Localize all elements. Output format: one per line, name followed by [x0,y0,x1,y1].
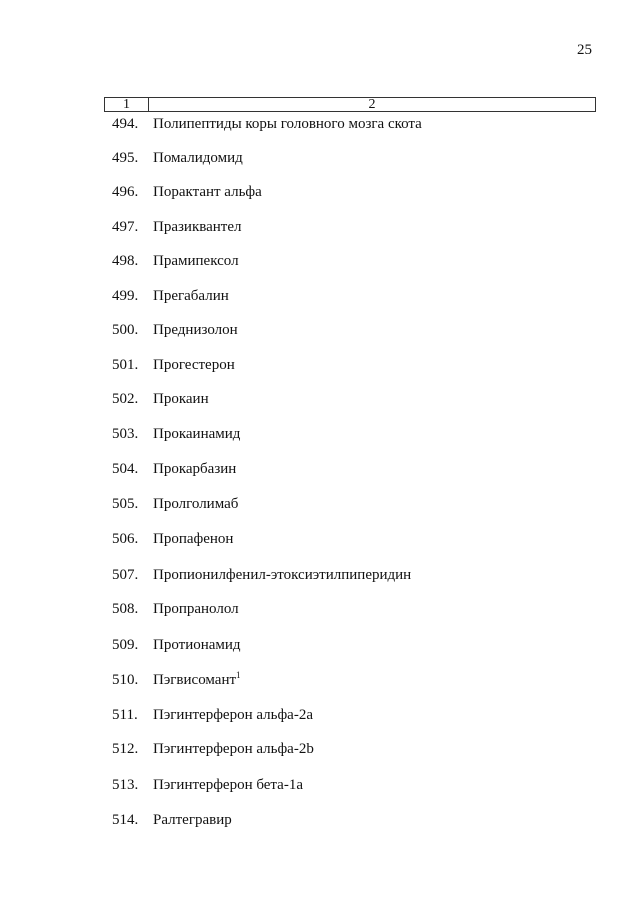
header-col-2: 2 [368,97,376,112]
item-number: 501. [112,357,139,373]
item-name [153,707,313,724]
item-number: 498. [112,253,139,269]
item-number: 499. [112,288,139,304]
item-name-text: Пэгинтерферон альфа-2b [153,741,314,757]
item-name-text: Прогестерон [153,357,235,373]
item-number: 511. [112,707,138,723]
item-name [153,288,229,305]
item-name [153,184,262,201]
item-number: 503. [112,426,139,442]
item-number: 510. [112,672,139,688]
item-name [153,391,209,408]
item-name [153,601,239,618]
item-number: 507. [112,567,139,583]
item-name-text: Пэгинтерферон альфа-2а [153,707,313,723]
item-number: 505. [112,496,139,512]
item-name [153,777,303,794]
item-name-text: Преднизолон [153,322,238,338]
item-name-text: Пропафенон [153,531,234,547]
item-name-text: Пролголимаб [153,496,239,512]
item-name [153,812,232,829]
table-header [104,97,596,112]
item-number: 497. [112,219,139,235]
footnote-marker: 1 [236,670,241,680]
item-number: 495. [112,150,139,166]
item-name [153,357,235,374]
item-name-text: Пропранолол [153,601,239,617]
item-number: 504. [112,461,139,477]
item-name [153,322,238,339]
item-number: 502. [112,391,139,407]
item-name-text: Прокарбазин [153,461,237,477]
item-name-text: Протионамид [153,637,241,653]
item-name-text: Ралтегравир [153,812,232,828]
header-col-1: 1 [105,98,149,111]
item-name [153,531,233,548]
page-number: 25 [577,42,592,58]
item-name-text: Помалидомид [153,150,243,166]
item-name [153,253,239,270]
item-name-text: Пропионилфенил-этоксиэтилпиперидин [153,567,412,583]
item-name [153,461,236,478]
item-number: 494. [112,116,139,132]
item-number: 496. [112,184,139,200]
item-name [153,219,242,236]
item-name-text: Полипептиды коры головного мозга скота [153,116,422,132]
item-name-text: Порактант альфа [153,184,262,200]
item-name [153,116,422,133]
item-number: 514. [112,812,139,828]
item-name-text: Пэгвисомант [153,672,237,688]
item-number: 506. [112,531,139,547]
item-name [153,672,241,689]
item-name-text: Прегабалин [153,288,229,304]
item-number: 512. [112,741,139,757]
item-name [153,567,411,584]
item-name-text: Прамипексол [153,253,239,269]
item-name-text: Прокаинамид [153,426,241,442]
item-name [153,426,240,443]
item-name [153,150,243,167]
item-name-text: Прокаин [153,391,209,407]
item-number: 509. [112,637,139,653]
item-name [153,637,241,654]
item-name [153,496,238,513]
item-name [153,741,314,758]
item-number: 513. [112,777,139,793]
item-name-text: Пэгинтерферон бета-1а [153,777,303,793]
item-number: 500. [112,322,139,338]
item-name-text: Празиквантел [153,219,242,235]
item-number: 508. [112,601,139,617]
